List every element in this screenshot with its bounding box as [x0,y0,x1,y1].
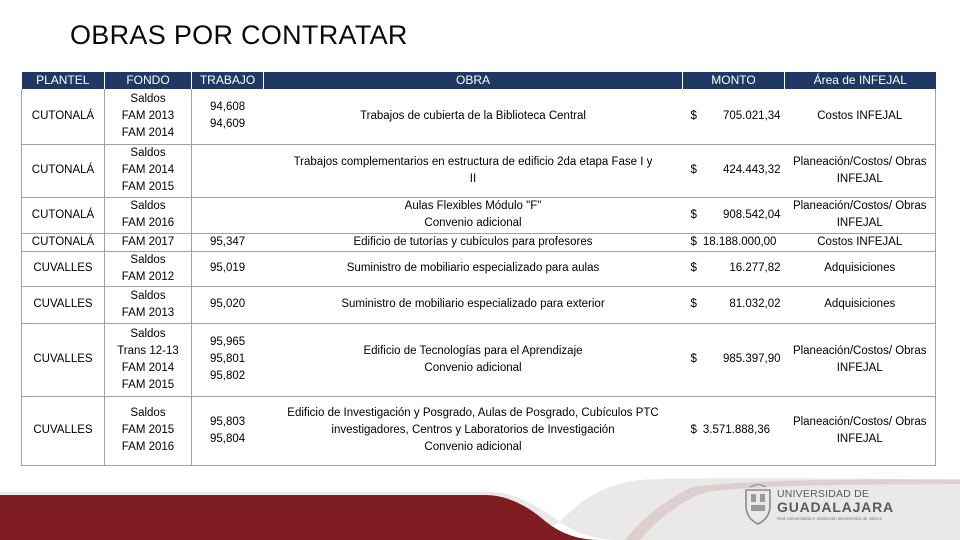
logo-line-1: UNIVERSIDAD DE [777,488,870,500]
cell-area: Adquisiciones [785,286,936,323]
cell-area: Adquisiciones [785,251,936,286]
amount: 81.032,02 [729,298,781,310]
cell-plantel: CUTONALÁ [22,233,105,251]
currency-symbol: $ [690,164,697,176]
cell-fondo: Saldos FAM 2015 FAM 2016 [105,396,192,465]
cell-fondo: FAM 2017 [105,233,192,251]
table-row [22,144,936,197]
cell-area: Planeación/Costos/ Obras INFEJAL [785,323,936,396]
cell-trabajo: 95,965 95,801 95,802 [192,323,264,396]
cell-area: Planeación/Costos/ Obras INFEJAL [785,396,936,465]
page-title: OBRAS POR CONTRATAR [70,20,408,50]
cell-trabajo [192,197,264,233]
cell-area: Costos INFEJAL [785,233,936,251]
header-obra: OBRA [264,72,683,89]
table-row [22,396,936,465]
currency-symbol: $ [690,262,697,274]
cell-plantel: CUVALLES [22,396,105,465]
table-row [22,286,936,323]
cell-plantel: CUTONALÁ [22,197,105,233]
cell-fondo: Saldos FAM 2013 [105,286,192,323]
header-trabajo: TRABAJO [192,72,264,89]
header-fondo: FONDO [105,72,192,89]
cell-obra: Edificio de Investigación y Posgrado, Aulas de Posgrado, Cubículos PTC investigadores, Centros y Laboratorios de Investigación Convenio adicional [264,396,683,465]
logo-line-2: GUADALAJARA [777,499,894,515]
cell-trabajo: 95,019 [192,251,264,286]
cell-fondo: Saldos FAM 2012 [105,251,192,286]
cell-fondo: Saldos FAM 2013 FAM 2014 [105,89,192,144]
cell-monto [683,233,785,251]
table-header-row [22,72,936,89]
logo-line-3: Red Universitaria e Institución Benemérita de Jalisco [777,516,883,521]
header-area: Área de INFEJAL [785,72,936,89]
cell-obra: Trabajos complementarios en estructura de edificio 2da etapa Fase I y II [264,144,683,197]
currency-symbol: $ [690,424,697,436]
cell-monto [683,197,785,233]
currency-symbol: $ [690,353,697,365]
cell-plantel: CUTONALÁ [22,144,105,197]
cell-obra: Trabajos de cubierta de la Biblioteca Central [264,89,683,144]
cell-monto [683,144,785,197]
cell-trabajo [192,144,264,197]
cell-monto [683,89,785,144]
header-plantel: PLANTEL [22,72,105,89]
cell-area: Costos INFEJAL [785,89,936,144]
cell-plantel: CUVALLES [22,251,105,286]
cell-monto [683,286,785,323]
amount: 16.277,82 [729,262,781,274]
cell-fondo: Saldos FAM 2014 FAM 2015 [105,144,192,197]
amount: 705.021,34 [722,109,781,122]
table-row [22,233,936,251]
cell-obra: Suministro de mobiliario especializado para exterior [264,286,683,323]
works-table [21,72,936,466]
cell-trabajo: 94,608 94,609 [192,89,264,144]
currency-symbol: $ [690,109,697,122]
cell-obra: Edificio de Tecnologías para el Aprendizaje Convenio adicional [264,323,683,396]
amount: 18.188.000,00 [702,235,777,248]
amount: 908.542,04 [722,208,781,221]
cell-plantel: CUVALLES [22,323,105,396]
cell-trabajo: 95,347 [192,233,264,251]
cell-area: Planeación/Costos/ Obras INFEJAL [785,197,936,233]
cell-plantel: CUVALLES [22,286,105,323]
cell-monto [683,323,785,396]
table-row [22,89,936,144]
currency-symbol: $ [690,208,697,221]
cell-trabajo: 95,020 [192,286,264,323]
cell-obra: Aulas Flexibles Módulo "F" Convenio adicional [264,197,683,233]
footer-red-band [0,495,600,540]
cell-fondo: Saldos Trans 12-13 FAM 2014 FAM 2015 [105,323,192,396]
cell-area: Planeación/Costos/ Obras INFEJAL [785,144,936,197]
cell-trabajo: 95,803 95,804 [192,396,264,465]
cell-fondo: Saldos FAM 2016 [105,197,192,233]
amount: 424.443,32 [722,164,781,176]
cell-obra: Edificio de tutorías y cubículos para profesores [264,233,683,251]
cell-obra: Suministro de mobiliario especializado para aulas [264,251,683,286]
table-row [22,323,936,396]
shield-icon [746,484,770,524]
cell-monto [683,251,785,286]
currency-symbol: $ [690,298,697,310]
table-row [22,197,936,233]
table-row [22,251,936,286]
currency-symbol: $ [690,235,697,248]
header-monto: MONTO [683,72,785,89]
amount: 3.571.888,36 [702,424,771,436]
cell-plantel: CUTONALÁ [22,89,105,144]
amount: 985.397,90 [722,353,781,365]
cell-monto [683,396,785,465]
